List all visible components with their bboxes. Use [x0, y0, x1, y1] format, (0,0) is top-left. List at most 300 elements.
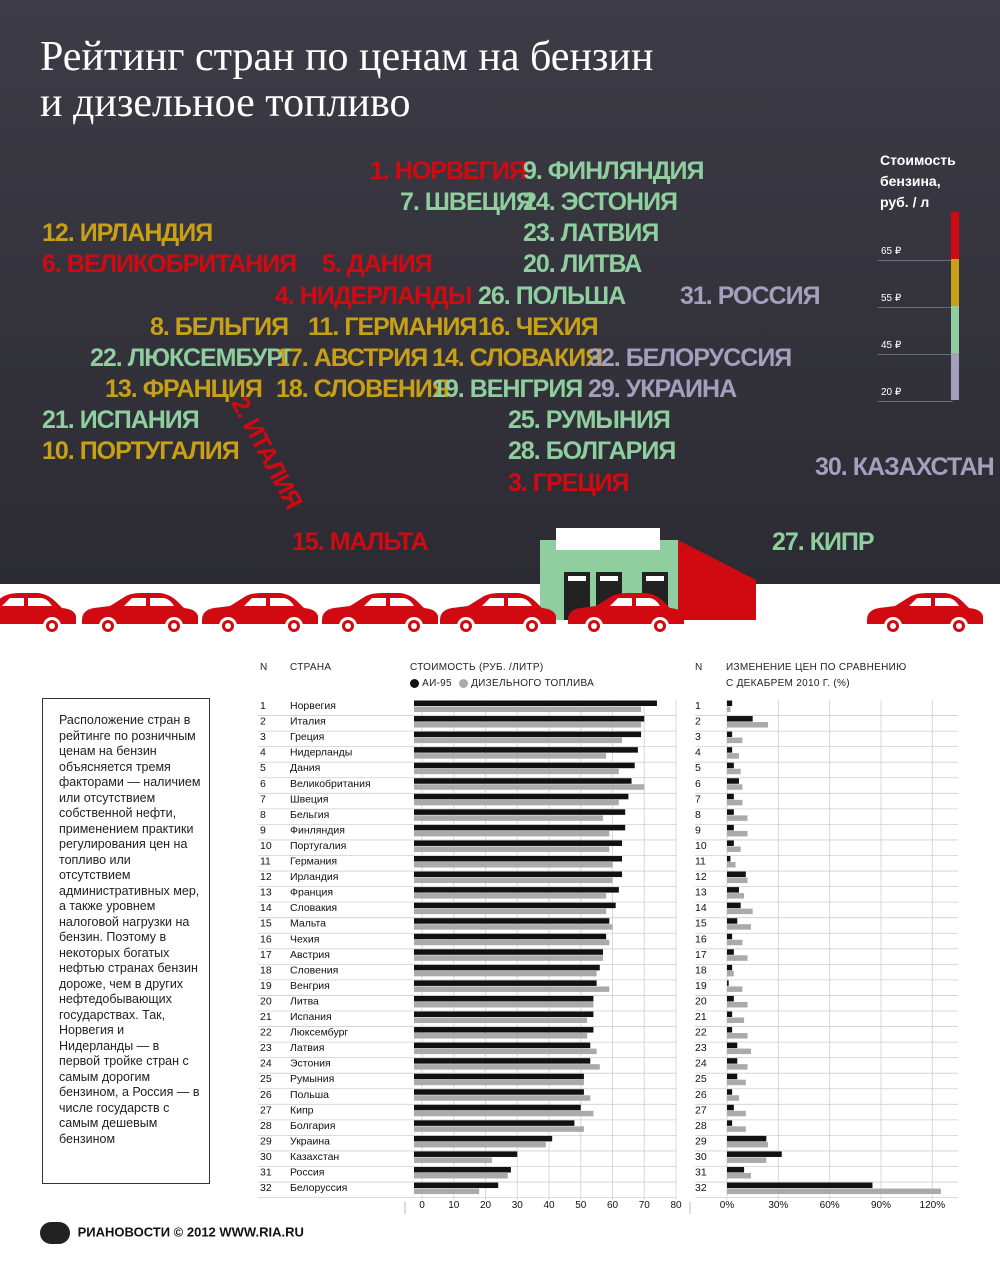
ai95-swatch: [410, 679, 419, 688]
row-rank-2: 26: [695, 1088, 707, 1101]
legend-color-3: [951, 306, 959, 353]
row-rank-2: 9: [695, 824, 701, 837]
map-label-5: 12. ИРЛАНДИЯ: [42, 219, 213, 247]
legend-title-line-3: руб. / л: [880, 194, 930, 210]
cost-tick-label: 20: [479, 1200, 492, 1211]
map-label-10: 4. НИДЕРЛАНДЫ: [275, 282, 472, 310]
legend-tick-4: 20 ₽: [881, 387, 902, 398]
map-label-23: 29. УКРАИНА: [588, 375, 737, 403]
row-country: Румыния: [290, 1073, 335, 1086]
row-rank: 27: [260, 1104, 272, 1117]
bar-change-ai95: [727, 809, 734, 815]
bar-diesel: [414, 971, 597, 977]
bar-diesel: [414, 738, 622, 744]
legend-ai95-label: АИ-95: [422, 678, 452, 689]
bar-ai95: [414, 1105, 581, 1111]
bar-change-diesel: [727, 1173, 751, 1179]
bar-change-ai95: [727, 903, 741, 909]
row-country: Португалия: [290, 839, 347, 852]
row-rank-2: 29: [695, 1135, 707, 1148]
bar-diesel: [414, 831, 609, 837]
bar-ai95: [414, 1120, 574, 1126]
row-rank: 30: [260, 1150, 272, 1163]
bar-ai95: [414, 934, 606, 940]
change-tick-label: 90%: [870, 1200, 892, 1211]
bar-change-ai95: [727, 934, 732, 940]
row-country: Кипр: [290, 1104, 314, 1117]
footer-text: РИАНОВОСТИ © 2012 WWW.RIA.RU: [77, 1224, 304, 1240]
row-country: Болгария: [290, 1119, 336, 1132]
row-country: Словакия: [290, 902, 338, 915]
bar-diesel: [414, 1173, 508, 1179]
row-country: Норвегия: [290, 700, 336, 712]
row-rank: 24: [260, 1057, 272, 1070]
cost-tick-label: 80: [670, 1200, 682, 1211]
bar-change-ai95: [727, 794, 734, 800]
row-rank-2: 10: [695, 839, 707, 852]
map-label-3: 7. ШВЕЦИЯ: [400, 188, 533, 216]
bar-ai95: [414, 840, 622, 846]
row-country: Финляндия: [290, 824, 345, 837]
bar-ai95: [414, 1043, 590, 1049]
bar-ai95: [414, 1058, 590, 1064]
page-title: [40, 34, 940, 126]
title-line-1: Рейтинг стран по ценам на бензин: [40, 34, 654, 80]
map-label-8: 5. ДАНИЯ: [322, 250, 432, 278]
footer-credit: [40, 1222, 304, 1244]
row-rank: 8: [260, 808, 266, 821]
row-country: Словения: [290, 964, 339, 977]
row-rank: 14: [260, 902, 272, 915]
row-country: Дания: [290, 762, 321, 775]
map-label-21: 18. СЛОВЕНИЯ: [276, 375, 449, 403]
row-country: Швеция: [290, 793, 329, 806]
car-icon: [867, 593, 983, 635]
bar-diesel: [414, 909, 606, 915]
row-country: Литва: [290, 995, 319, 1008]
bar-ai95: [414, 825, 625, 831]
map-label-29: 3. ГРЕЦИЯ: [508, 469, 629, 497]
legend-line-3: [878, 354, 953, 355]
row-rank-2: 13: [695, 886, 707, 899]
row-rank-2: 4: [695, 746, 701, 759]
bar-ai95: [414, 872, 622, 878]
bar-change-ai95: [727, 949, 734, 955]
bar-diesel: [414, 800, 619, 806]
cost-tick-label: 30: [511, 1200, 523, 1211]
map-label-12: 31. РОССИЯ: [680, 282, 820, 310]
bar-change-diesel: [727, 800, 742, 806]
bar-ai95: [414, 856, 622, 862]
legend-color-1: [951, 212, 959, 259]
bar-ai95: [414, 763, 635, 769]
bar-diesel: [414, 1080, 584, 1086]
row-rank-2: 1: [695, 700, 701, 712]
bar-ai95: [414, 716, 644, 722]
row-rank-2: 27: [695, 1104, 707, 1117]
bar-change-ai95: [727, 1151, 782, 1157]
bar-change-ai95: [727, 1120, 732, 1126]
bar-change-diesel: [727, 1002, 748, 1008]
cost-tick-label: 60: [606, 1200, 619, 1211]
bar-change-ai95: [727, 996, 734, 1002]
legend-title-line-1: Стоимость: [880, 152, 956, 168]
row-country: Россия: [290, 1166, 325, 1179]
bar-diesel: [414, 924, 613, 930]
bar-change-diesel: [727, 878, 748, 884]
bar-ai95: [414, 1151, 517, 1157]
bar-change-diesel: [727, 1126, 746, 1132]
cost-tick-label: 40: [543, 1200, 555, 1211]
bar-change-ai95: [727, 732, 732, 738]
bar-diesel: [414, 1033, 587, 1039]
row-rank: 15: [260, 917, 272, 930]
bar-change-ai95: [727, 1136, 766, 1142]
bar-change-ai95: [727, 980, 729, 986]
col-country-header: СТРАНА: [290, 662, 332, 673]
row-country: Латвия: [290, 1042, 325, 1055]
row-rank-2: 5: [695, 762, 701, 775]
row-rank: 10: [260, 839, 272, 852]
cost-tick-label: 10: [448, 1200, 460, 1211]
row-rank: 28: [260, 1119, 272, 1132]
bar-diesel: [414, 1095, 590, 1101]
bar-diesel: [414, 1142, 546, 1148]
bar-diesel: [414, 784, 644, 790]
car-icon: [0, 593, 76, 635]
bar-change-ai95: [727, 701, 732, 707]
row-country: Чехия: [290, 933, 320, 946]
row-rank-2: 19: [695, 979, 707, 992]
bar-change-diesel: [727, 846, 741, 852]
bar-diesel: [414, 986, 609, 992]
bar-change-diesel: [727, 1142, 768, 1148]
bar-change-diesel: [727, 1018, 744, 1024]
map-label-26: 25. РУМЫНИЯ: [508, 406, 670, 434]
bar-change-diesel: [727, 1049, 751, 1055]
bar-change-diesel: [727, 1189, 941, 1195]
row-rank-2: 22: [695, 1026, 707, 1039]
bar-change-diesel: [727, 1095, 739, 1101]
row-country: Греция: [290, 731, 325, 744]
row-rank-2: 16: [695, 933, 707, 946]
bar-change-ai95: [727, 1089, 732, 1095]
row-rank-2: 23: [695, 1042, 707, 1055]
row-country: Италия: [290, 715, 326, 728]
bar-diesel: [414, 1049, 597, 1055]
bar-ai95: [414, 887, 619, 893]
ria-logo-icon: [40, 1222, 70, 1244]
bar-change-diesel: [727, 955, 748, 961]
car-icon: [440, 593, 556, 635]
bar-change-ai95: [727, 872, 746, 878]
bar-change-diesel: [727, 831, 748, 837]
bar-ai95: [414, 1183, 498, 1189]
bar-diesel: [414, 940, 609, 946]
bar-change-diesel: [727, 1080, 746, 1086]
bar-ai95: [414, 903, 616, 909]
row-rank-2: 2: [695, 715, 701, 728]
bar-ai95: [414, 794, 628, 800]
row-country: Венгрия: [290, 979, 330, 992]
bar-diesel: [414, 722, 641, 728]
map-label-14: 11. ГЕРМАНИЯ: [308, 313, 477, 341]
bar-change-ai95: [727, 1012, 732, 1018]
bar-change-ai95: [727, 763, 734, 769]
bar-change-ai95: [727, 1074, 737, 1080]
row-rank-2: 25: [695, 1073, 707, 1086]
bar-ai95: [414, 1074, 584, 1080]
bar-change-diesel: [727, 707, 730, 713]
bar-diesel: [414, 707, 641, 713]
row-rank: 31: [260, 1166, 272, 1179]
legend-tick-3: 45 ₽: [881, 340, 902, 351]
bar-change-diesel: [727, 722, 768, 728]
bar-ai95: [414, 918, 609, 924]
row-country: Австрия: [290, 948, 330, 961]
row-rank: 6: [260, 777, 266, 790]
car-icon: [202, 593, 318, 635]
row-country: Франция: [290, 886, 334, 899]
change-tick-label: 120%: [919, 1200, 946, 1211]
row-country: Казахстан: [290, 1150, 340, 1163]
row-country: Белоруссия: [290, 1182, 348, 1195]
bar-change-ai95: [727, 1058, 737, 1064]
map-label-2: 9. ФИНЛЯНДИЯ: [523, 157, 704, 185]
row-rank: 18: [260, 964, 272, 977]
bar-diesel: [414, 955, 603, 961]
bar-ai95: [414, 965, 600, 971]
bar-change-diesel: [727, 738, 742, 744]
bar-diesel: [414, 769, 619, 775]
map-label-30: 30. КАЗАХСТАН: [815, 453, 994, 481]
bar-change-diesel: [727, 986, 742, 992]
row-rank-2: 31: [695, 1166, 707, 1179]
bar-ai95: [414, 1136, 552, 1142]
row-rank: 19: [260, 979, 272, 992]
row-rank: 9: [260, 824, 266, 837]
bar-diesel: [414, 878, 613, 884]
map-label-1: 1. НОРВЕГИЯ: [370, 157, 526, 185]
row-country: Испания: [290, 1011, 332, 1023]
map-label-31: 15. МАЛЬТА: [292, 528, 428, 556]
row-rank-2: 30: [695, 1150, 707, 1163]
row-rank-2: 28: [695, 1119, 707, 1132]
row-rank-2: 6: [695, 777, 701, 790]
legend-line-1: [878, 260, 953, 261]
bar-ai95: [414, 1027, 593, 1033]
map-label-9: 20. ЛИТВА: [523, 250, 642, 278]
map-label-24: 2. ИТАЛИЯ: [225, 392, 308, 514]
bar-change-diesel: [727, 893, 744, 899]
bar-change-ai95: [727, 1027, 732, 1033]
row-country: Мальта: [290, 917, 327, 930]
bar-diesel: [414, 1157, 492, 1163]
row-country: Бельгия: [290, 808, 330, 821]
row-rank-2: 11: [695, 855, 706, 868]
bar-change-ai95: [727, 825, 734, 831]
map-label-17: 17. АВСТРИЯ: [276, 344, 428, 372]
bar-change-diesel: [727, 753, 739, 759]
cost-tick-label: 50: [575, 1200, 587, 1211]
row-rank-2: 14: [695, 902, 707, 915]
bar-diesel: [414, 753, 606, 759]
row-rank: 23: [260, 1042, 272, 1055]
map-label-18: 14. СЛОВАКИЯ: [432, 344, 603, 372]
explanation-note: Расположение стран в рейтинге по розничным ценам на бензин объясняется тремя факторами — наличием или отсутствием собственной нефти, применением практики регулирования цен на топливо или отсутствием административных мер, а также уровнем налоговой нагрузки на бензин. Поэтому в некоторых богатых нефтью странах бензин дороже, чем в других нефтедобывающих государствах. Так, Норвегия и Нидерланды — в первой тройке стран с самым дорогим бензином, а Россия — в числе государств с самым дешевым бензином: [42, 698, 210, 1184]
col-n-header: N: [260, 662, 268, 673]
row-rank-2: 3: [695, 731, 701, 744]
map-label-27: 10. ПОРТУГАЛИЯ: [42, 437, 239, 465]
bar-change-diesel: [727, 940, 742, 946]
map-label-13: 8. БЕЛЬГИЯ: [150, 313, 289, 341]
row-rank: 11: [260, 855, 271, 868]
row-country: Великобритания: [290, 777, 371, 790]
bar-change-ai95: [727, 1183, 872, 1189]
bar-ai95: [414, 980, 597, 986]
bar-diesel: [414, 1111, 593, 1117]
diesel-swatch: [459, 679, 468, 688]
bar-change-diesel: [727, 909, 753, 915]
legend-line-2: [878, 307, 953, 308]
map-label-28: 28. БОЛГАРИЯ: [508, 437, 676, 465]
row-rank: 29: [260, 1135, 272, 1148]
row-rank: 16: [260, 933, 272, 946]
row-country: Люксембург: [290, 1026, 349, 1039]
bar-change-diesel: [727, 784, 742, 790]
bar-change-diesel: [727, 815, 748, 821]
bar-diesel: [414, 1018, 587, 1024]
row-rank: 2: [260, 715, 266, 728]
bar-change-diesel: [727, 1033, 748, 1039]
car-icon: [322, 593, 438, 635]
cars-row: [0, 584, 1000, 646]
row-rank-2: 21: [695, 1011, 707, 1023]
map-label-20: 13. ФРАНЦИЯ: [105, 375, 262, 403]
row-rank: 25: [260, 1073, 272, 1086]
bar-change-diesel: [727, 1111, 746, 1117]
bar-change-diesel: [727, 971, 734, 977]
row-country: Ирландия: [290, 871, 339, 884]
bar-diesel: [414, 1189, 479, 1195]
row-country: Нидерланды: [290, 746, 353, 759]
bar-change-ai95: [727, 840, 734, 846]
row-rank: 1: [260, 700, 266, 712]
map-label-19: 32. БЕЛОРУССИЯ: [588, 344, 792, 372]
bar-change-ai95: [727, 716, 753, 722]
row-country: Польша: [290, 1088, 330, 1101]
bar-change-diesel: [727, 1157, 766, 1163]
legend-title-line-2: бензина,: [880, 173, 941, 189]
legend-color-4: [951, 353, 959, 400]
bar-ai95: [414, 732, 641, 738]
bar-diesel: [414, 893, 606, 899]
row-rank: 22: [260, 1026, 272, 1039]
bar-change-diesel: [727, 924, 751, 930]
bar-diesel: [414, 1002, 593, 1008]
bar-ai95: [414, 1012, 593, 1018]
bar-change-ai95: [727, 1043, 737, 1049]
bar-change-ai95: [727, 856, 730, 862]
row-rank-2: 32: [695, 1182, 707, 1195]
bar-ai95: [414, 1089, 584, 1095]
row-rank: 17: [260, 948, 272, 961]
row-country: Украина: [290, 1135, 330, 1148]
bar-diesel: [414, 862, 613, 868]
row-rank-2: 18: [695, 964, 707, 977]
row-rank: 5: [260, 762, 266, 775]
cost-tick-label: 70: [638, 1200, 650, 1211]
bar-diesel: [414, 1064, 600, 1070]
row-rank-2: 20: [695, 995, 707, 1008]
map-label-25: 21. ИСПАНИЯ: [42, 406, 199, 434]
map-label-16: 22. ЛЮКСЕМБУРГ: [90, 344, 296, 372]
row-rank-2: 15: [695, 917, 707, 930]
row-country: Эстония: [290, 1057, 331, 1070]
car-icon: [82, 593, 198, 635]
map-label-7: 6. ВЕЛИКОБРИТАНИЯ: [42, 250, 297, 278]
change-tick-label: 0%: [719, 1200, 735, 1211]
row-rank: 21: [260, 1011, 272, 1023]
map-label-15: 16. ЧЕХИЯ: [478, 313, 598, 341]
map-label-32: 27. КИПР: [772, 528, 874, 556]
bar-ai95: [414, 747, 638, 753]
title-line-2: и дизельное топливо: [40, 80, 411, 126]
bar-ai95: [414, 949, 603, 955]
row-rank: 20: [260, 995, 272, 1008]
row-country: Германия: [290, 855, 338, 868]
legend-tick-2: 55 ₽: [881, 293, 902, 304]
bar-change-ai95: [727, 887, 739, 893]
map-label-6: 23. ЛАТВИЯ: [523, 219, 659, 247]
bar-change-diesel: [727, 769, 741, 775]
bar-ai95: [414, 996, 593, 1002]
bar-ai95: [414, 701, 657, 707]
map-label-4: 24. ЭСТОНИЯ: [523, 188, 678, 216]
col-change-header-1: ИЗМЕНЕНИЕ ЦЕН ПО СРАВНЕНИЮ: [726, 662, 907, 673]
row-rank-2: 17: [695, 948, 707, 961]
row-rank: 7: [260, 793, 266, 806]
bar-ai95: [414, 809, 625, 815]
row-rank-2: 8: [695, 808, 701, 821]
bar-change-ai95: [727, 918, 737, 924]
bar-change-diesel: [727, 862, 736, 868]
row-rank: 4: [260, 746, 266, 759]
bar-change-ai95: [727, 965, 732, 971]
bar-change-ai95: [727, 1167, 744, 1173]
col-change-header-2: С ДЕКАБРЕМ 2010 Г. (%): [726, 678, 850, 689]
cost-tick-label: 0: [419, 1200, 425, 1211]
row-rank: 3: [260, 731, 266, 744]
map-label-11: 26. ПОЛЬША: [478, 282, 626, 310]
bar-ai95: [414, 778, 632, 784]
change-tick-label: 30%: [768, 1200, 789, 1211]
legend-diesel-label: ДИЗЕЛЬНОГО ТОПЛИВА: [471, 678, 595, 689]
bar-change-diesel: [727, 1064, 748, 1070]
row-rank-2: 24: [695, 1057, 707, 1070]
bar-diesel: [414, 815, 603, 821]
bar-diesel: [414, 1126, 584, 1132]
col-n2-header: N: [695, 662, 703, 673]
car-icon: [568, 593, 684, 635]
row-rank: 32: [260, 1182, 272, 1195]
bar-change-ai95: [727, 1105, 734, 1111]
legend-ai95: [410, 678, 594, 689]
legend-tick-1: 65 ₽: [881, 246, 902, 257]
legend-color-2: [951, 259, 959, 306]
bar-change-ai95: [727, 747, 732, 753]
row-rank-2: 12: [695, 871, 707, 884]
